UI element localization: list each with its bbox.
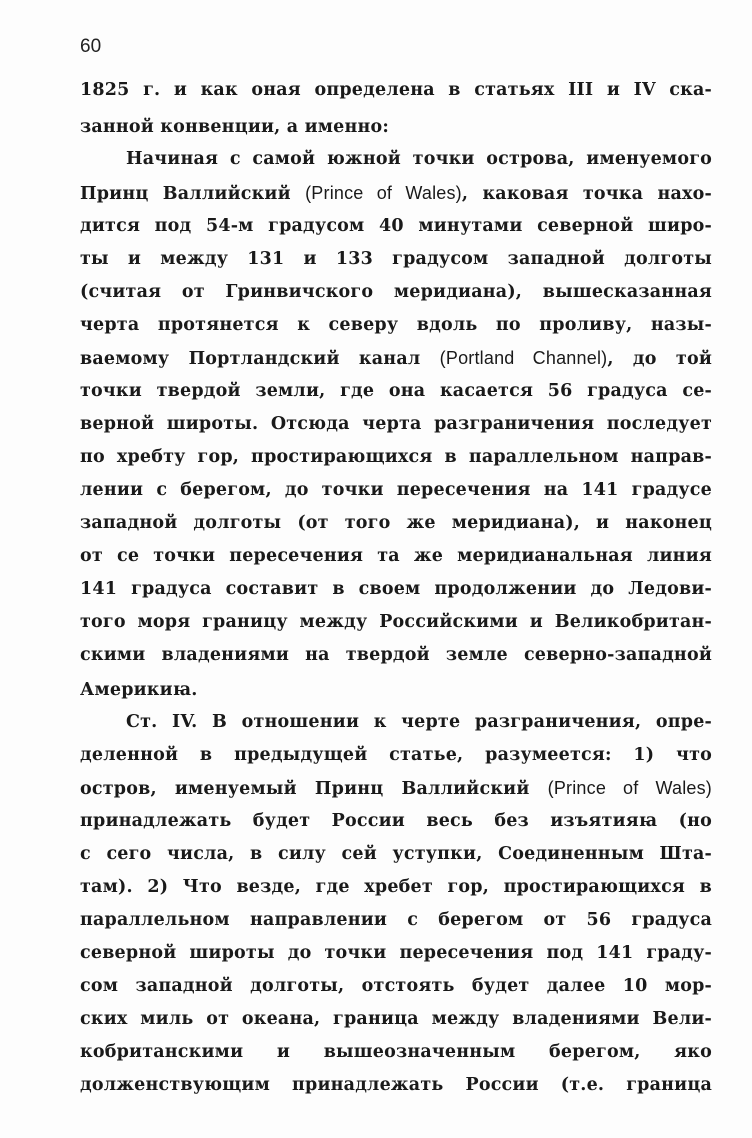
text-line [80,1034,712,1070]
text-line [80,770,712,806]
text-line [80,406,712,442]
text-line [126,704,712,740]
text-segment: долженствующим принадлежать России (т.е. граница [80,1075,712,1095]
text-line [80,274,712,310]
text-segment: принадлежать будет России весь без изъятияꙗ (но [80,811,712,831]
text-line [80,72,712,108]
latin-text: (Prince of Wales) [547,778,713,798]
text-segment: там). 2) Что везде, где хребет гор, простирающихся в [80,877,712,897]
text-segment: того моря границу между Российскими и Великобритан- [80,612,712,632]
text-line [80,472,712,508]
text-line [80,1001,712,1037]
text-line [80,175,712,211]
text-segment: верной широты. Отсюда черта разграничения последует [80,414,712,434]
text-line [80,439,712,475]
text-line [80,737,712,773]
text-line [80,902,712,938]
page-number: 60 [80,36,102,57]
text-segment: точки твердой земли, где она касается 56 градуса се- [80,381,712,401]
text-line [80,340,712,376]
text-segment: по хребту гор, простирающихся в параллельном направ- [80,447,712,467]
text-segment: кобританскими и вышеозначенным берегом, яко [80,1042,712,1062]
text-segment: параллельном направлении с берегом от 56 градуса [80,910,712,930]
text-line [80,538,712,574]
text-segment: ты и между 131 и 133 градусом западной долготы [80,249,712,269]
text-segment: остров, именуемый Принц Валлийский [80,779,548,799]
text-line [80,307,712,343]
text-segment: скими владениями на твердой земле северно-западной [80,645,712,665]
text-segment: западной долготы (от того же меридиана), и наконец [80,513,712,533]
text-segment: Начиная с самой южной точки острова, именуемого [126,149,712,169]
text-segment: от се точки пересечения та же меридианальная линия [80,546,712,566]
text-line [80,836,712,872]
latin-text: (Prince of Wales) [305,183,462,203]
text-segment: 141 градуса составит в своем продолжении до Ледови- [80,579,712,599]
text-segment: с сего числа, в силу сей уступки, Соединенным Шта- [80,844,712,864]
text-line [126,141,712,177]
text-segment: (считая от Гринвичского меридиана), вышесказанная [80,282,712,302]
text-line [80,208,712,244]
text-line [80,1067,712,1103]
text-segment: ваемому Портландский канал [80,349,440,369]
text-segment: сом западной долготы, отстоять будет далее 10 мор- [80,976,712,996]
text-segment: Америкиꙗ. [80,680,198,700]
text-line [80,109,712,145]
text-segment: северной широты до точки пересечения под 141 граду- [80,943,712,963]
text-segment: ских миль от океана, граница между владениями Вели- [80,1009,712,1029]
text-segment: деленной в предыдущей статье, разумеется: 1) что [80,745,712,765]
text-line [80,935,712,971]
text-segment: Ст. IV. В отношении к черте разграничения, опре- [126,712,712,732]
latin-text: (Portland Channel) [439,348,608,368]
text-line [80,571,712,607]
text-line [80,672,712,708]
text-segment: , каковая точка нахо- [461,184,712,204]
text-segment: лении с берегом, до точки пересечения на 141 градусе [80,480,712,500]
text-line [80,803,712,839]
text-line [80,869,712,905]
text-segment: черта протянется к северу вдоль по проливу, назы- [80,315,712,335]
text-line [80,505,712,541]
text-line [80,241,712,277]
text-segment: 1825 г. и как оная определена в статьях III и IV ска- [80,80,712,100]
text-line [80,968,712,1004]
text-segment: , до той [607,349,713,369]
text-segment: Принц Валлийский [80,184,306,204]
text-line [80,637,712,673]
text-line [80,604,712,640]
text-segment: занной конвенции, а именно: [80,117,390,137]
text-line [80,373,712,409]
text-segment: дится под 54-м градусом 40 минутами северной широ- [80,216,712,236]
